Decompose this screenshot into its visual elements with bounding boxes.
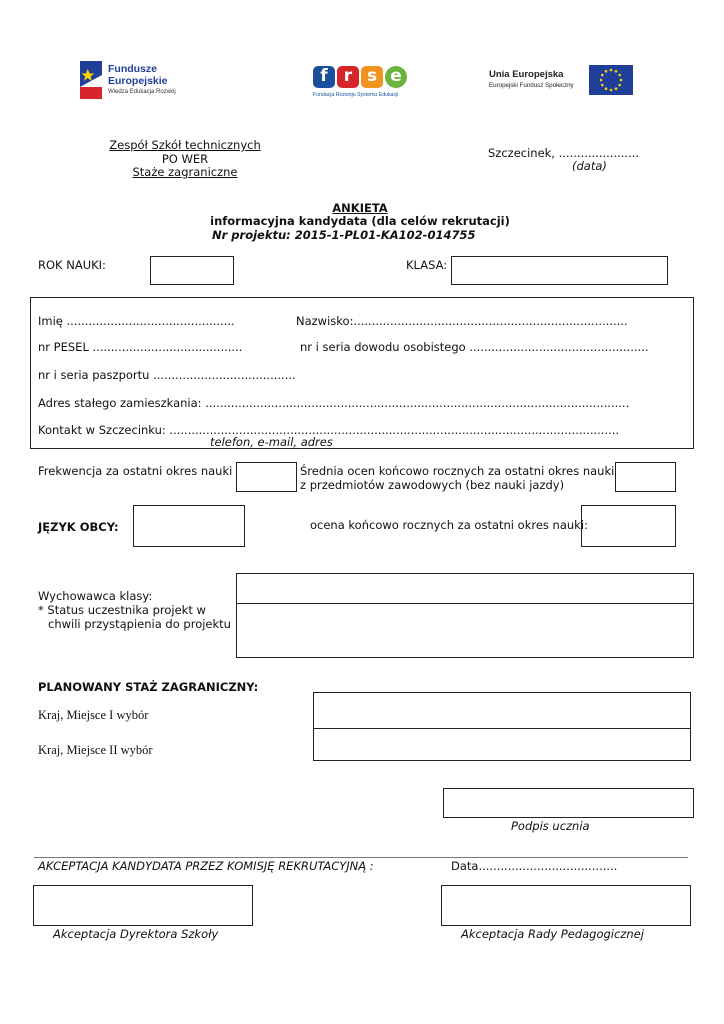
wychowawca-box[interactable] [236, 573, 694, 604]
kraj2-box[interactable] [313, 728, 691, 761]
ue-line1: Unia Europejska [489, 69, 564, 80]
pesel-field[interactable]: nr PESEL ......................................... [38, 340, 243, 354]
srednia-label-2: z przedmiotów zawodowych (bez nauki jazdy) [300, 478, 565, 492]
status-box[interactable] [236, 603, 694, 658]
fe-flag-icon [80, 61, 102, 99]
nazwisko-field[interactable]: Nazwisko:........................................................................... [296, 314, 628, 328]
podpis-label: Podpis ucznia [511, 819, 590, 833]
frekwencja-box[interactable] [236, 462, 297, 492]
frse-logo [313, 66, 409, 102]
adres-field[interactable]: Adres stałego zamieszkania: .................................................................................................................... [38, 396, 630, 410]
kraj1-label: Kraj, Miejsce I wybór [38, 708, 149, 722]
school-block [100, 139, 270, 180]
srednia-label-1: Średnia ocen końcowo rocznych za ostatni okres nauki [300, 464, 615, 478]
dyrektor-label: Akceptacja Dyrektora Szkoły [53, 927, 219, 941]
rok-nauki-box[interactable] [150, 256, 234, 285]
klasa-box[interactable] [451, 256, 668, 285]
status-label-1: * Status uczestnika projekt w [38, 603, 206, 617]
data-field[interactable]: Data...................................... [451, 859, 618, 873]
klasa-label: KLASA: [406, 258, 448, 272]
podpis-box[interactable] [443, 788, 694, 818]
kontakt-hint: telefon, e-mail, adres [210, 435, 333, 449]
program-name: PO WER [161, 151, 209, 166]
kraj1-box[interactable] [313, 692, 691, 729]
rada-box[interactable] [441, 885, 691, 926]
fe-line2: Europejskie [108, 75, 168, 87]
frse-letter-s: s [361, 66, 383, 88]
imie-field[interactable]: Imię .............................................. [38, 314, 235, 328]
eu-flag-icon [589, 65, 633, 95]
fe-line3: Wiedza Edukacja Rozwój [108, 89, 176, 95]
school-name: Zespół Szkół technicznych [109, 138, 261, 152]
project-number: Nr projektu: 2015-1-PL01-KA102-014755 [212, 228, 476, 242]
rok-nauki-label: ROK NAUKI: [38, 258, 106, 272]
kontakt-field[interactable]: Kontakt w Szczecinku: ........................................................................................................................... [38, 423, 620, 437]
dyrektor-box[interactable] [33, 885, 253, 926]
fundusze-europejskie-logo [80, 61, 190, 101]
form-title: ANKIETA [332, 201, 388, 215]
place-line: Szczecinek, ...................... [488, 146, 640, 160]
unia-europejska-logo [487, 65, 635, 97]
akceptacja-divider [34, 857, 688, 858]
frse-letter-f: f [313, 66, 335, 88]
dowod-field[interactable]: nr i seria dowodu osobistego ................................................. [300, 340, 649, 354]
rada-label: Akceptacja Rady Pedagogicznej [461, 927, 644, 941]
jezyk-box[interactable] [133, 505, 245, 547]
ocena-jezyk-box[interactable] [581, 505, 676, 547]
akceptacja-label: AKCEPTACJA KANDYDATA PRZEZ KOMISJĘ REKRUTACYJNĄ : [38, 859, 374, 873]
fe-line1: Fundusze [108, 63, 157, 75]
srednia-box[interactable] [615, 462, 676, 492]
frse-letter-e: e [385, 66, 407, 88]
planowany-heading: PLANOWANY STAŻ ZAGRANICZNY: [38, 680, 259, 694]
ocena-jezyk-label: ocena końcowo rocznych za ostatni okres nauki: [310, 518, 588, 532]
frekwencja-label: Frekwencja za ostatni okres nauki [38, 464, 233, 478]
wychowawca-label: Wychowawca klasy: [38, 589, 153, 603]
jezyk-label: JĘZYK OBCY: [38, 520, 119, 534]
kraj2-label: Kraj, Miejsce II wybór [38, 743, 153, 757]
paszport-field[interactable]: nr i seria paszportu ....................................... [38, 368, 296, 382]
date-label: (data) [572, 159, 607, 173]
ue-line2: Europejski Fundusz Społeczny [489, 82, 574, 89]
internship-label: Staże zagraniczne [132, 165, 238, 179]
form-subtitle: informacyjna kandydata (dla celów rekrutacji) [210, 214, 510, 228]
status-label-2: chwili przystąpienia do projektu [48, 617, 231, 631]
frse-letter-r: r [337, 66, 359, 88]
frse-caption: Fundacja Rozwoju Systemu Edukacji [313, 92, 399, 98]
